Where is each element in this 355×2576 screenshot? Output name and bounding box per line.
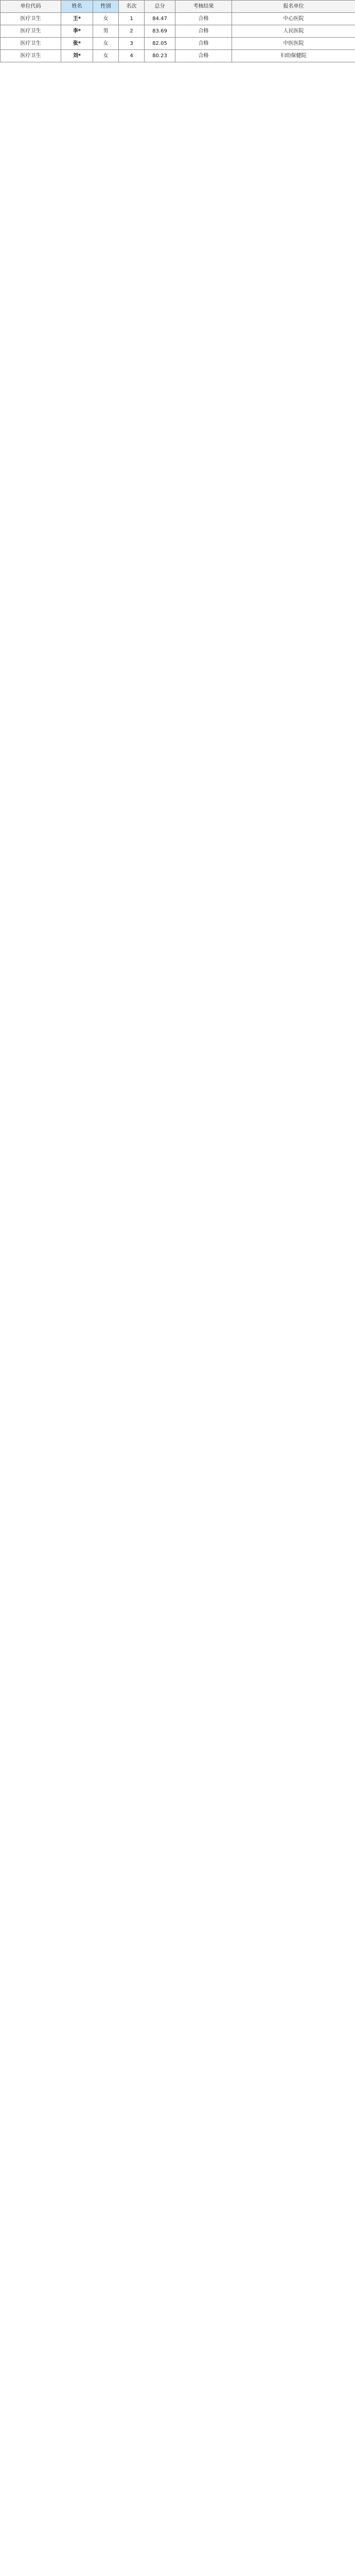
col-header-2: 性别 (93, 1, 119, 13)
name-cell: 张* (61, 38, 93, 50)
org-cell: 中医医院 (232, 38, 355, 50)
col-header-3: 名次 (119, 1, 145, 13)
score-cell: 80.23 (145, 50, 175, 62)
unit-cell: 医疗卫生 (1, 50, 61, 62)
score-cell: 82.05 (145, 38, 175, 50)
org-cell: 中心医院 (232, 13, 355, 25)
table-row (1, 38, 355, 50)
roster-table (0, 0, 355, 62)
col-header-0: 单位代码 (1, 1, 61, 13)
name-cell: 刘* (61, 50, 93, 62)
gender-cell: 女 (93, 50, 119, 62)
rank-cell: 2 (119, 25, 145, 38)
col-header-4: 总分 (145, 1, 175, 13)
org-cell: 妇幼保健院 (232, 50, 355, 62)
col-header-5: 考核结果 (175, 1, 232, 13)
unit-cell: 医疗卫生 (1, 25, 61, 38)
roster-sheet (0, 0, 355, 62)
table-row (1, 13, 355, 25)
gender-cell: 女 (93, 13, 119, 25)
score-cell: 83.69 (145, 25, 175, 38)
org-cell: 人民医院 (232, 25, 355, 38)
rank-cell: 4 (119, 50, 145, 62)
name-cell: 李* (61, 25, 93, 38)
result-cell: 合格 (175, 13, 232, 25)
col-header-1: 姓名 (61, 1, 93, 13)
table-body (1, 13, 355, 62)
result-cell: 合格 (175, 50, 232, 62)
gender-cell: 女 (93, 38, 119, 50)
rank-cell: 3 (119, 38, 145, 50)
table-row (1, 25, 355, 38)
result-cell: 合格 (175, 25, 232, 38)
table-header (1, 1, 355, 13)
gender-cell: 男 (93, 25, 119, 38)
rank-cell: 1 (119, 13, 145, 25)
unit-cell: 医疗卫生 (1, 38, 61, 50)
score-cell: 84.47 (145, 13, 175, 25)
col-header-6: 报名单位 (232, 1, 355, 13)
table-row (1, 50, 355, 62)
name-cell: 王* (61, 13, 93, 25)
result-cell: 合格 (175, 38, 232, 50)
unit-cell: 医疗卫生 (1, 13, 61, 25)
